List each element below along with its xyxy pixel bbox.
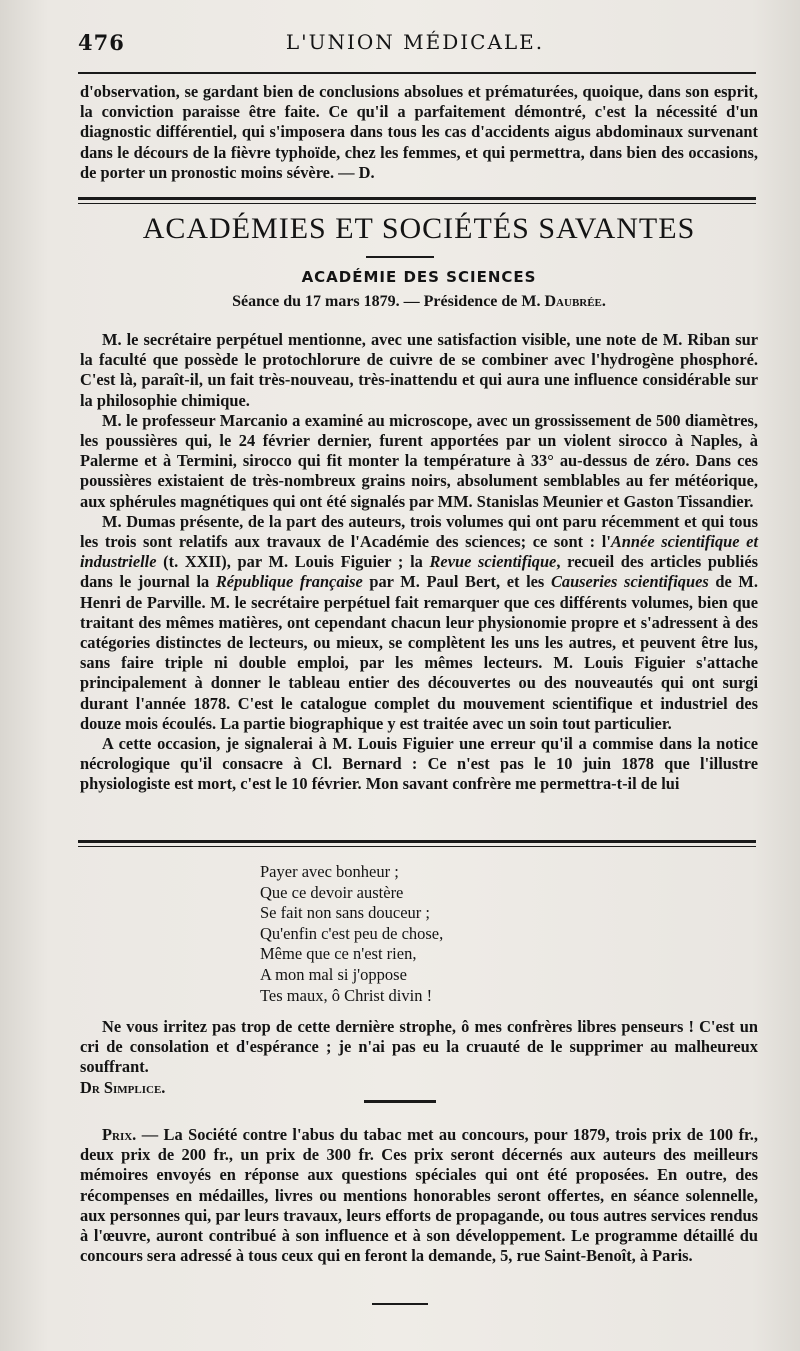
paragraph-marcanio: M. le professeur Marcanio a examiné au microscope, avec un grossissement de 500 diamètres, les poussières qui, le 24 février dernier, furent apportées par un violent sirocco à Naples, à Palerme et à Termini, sirocco qui fit monter la température à 33° au-dessus de zéro. Dans ces poussières existaient de très-nombreux grains noirs, absolument semblables au fer météorique, aux sphérules magnétiques qui ont été signalés par MM. Stanislas Meunier et Gaston Tissandier. [80,410,758,511]
author-signature: Dr Simplice. [80,1077,166,1097]
section-heading: ACADÉMIES ET SOCIÉTÉS SAVANTES [142,212,696,245]
prize-block [80,1125,758,1266]
page-break-rule [78,840,756,843]
paragraph-riban: M. le secrétaire perpétuel mentionne, avec une satisfaction visible, une note de M. Riban sur la faculté que possède le protochlorure de cuivre de se combiner avec l'hydrogène phosphoré. C'est là, paraît-il, un fait très-nouveau, très-inattendu et qui aura une influence considérable sur la philosophie chimique. [80,330,758,410]
dumas-text-4: par M. Paul Bert, et les [362,572,551,592]
section-rule-thin [78,203,756,204]
prize-label: Prix. [102,1125,137,1144]
poem-line: Payer avec bonheur ; [260,862,399,881]
poem-line: Même que ce n'est rien, [260,944,417,964]
academy-heading: ACADÉMIE DES SCIENCES [301,268,537,286]
intro-block [80,82,758,183]
dumas-title-1: Année scientifique et industrielle [80,532,758,572]
running-head [78,30,752,64]
poem-line: Que ce devoir austère [260,882,404,902]
separator-rule [364,1100,436,1103]
poem-stanza [260,862,443,1006]
intro-paragraph: d'observation, se gardant bien de conclusions absolues et prématurées, quoique, dans son esprit, la conviction paraisse être faite. Ce qu'il a parfaitement démontré, c'est la nécessité d'un diagnostic différentiel, qui s'imposera dans tous les cas d'accidents aigus abdominaux survenant dans le décours de la fièvre typhoïde, chez les femmes, et qui permettra, dans bien des occasions, de porter un pronostic moins sévère. — D. [80,82,758,182]
poem-line: Se fait non sans douceur ; [260,903,431,923]
dumas-text-1: M. Dumas présente, de la part des auteurs, trois volumes qui ont paru récemment et qui tous les trois sont relatifs aux travaux de l'Académie des sciences; ce sont : l' [80,511,758,552]
paragraph-figuier-note: A cette occasion, je signalerai à M. Louis Figuier une erreur qu'il a commise dans la notice nécrologique qu'il consacre à Cl. Bernard : Ce n'est pas le 10 juin 1878 que l'illustre physiologiste est mort, c'est le 10 février. Mon savant confrère me permettra-t-il de lui [80,734,758,794]
poem-line: Tes maux, ô Christ divin ! [260,985,433,1005]
journal-title: L'UNION MÉDICALE. [285,30,545,54]
closing-block [80,1017,758,1098]
dumas-title-4: Causeries scientifiques [550,572,709,592]
dumas-title-3: République française [215,572,363,592]
poem-line: Qu'enfin c'est peu de chose, [260,923,444,943]
article-body [80,330,758,795]
end-rule [372,1303,428,1305]
dumas-text-2: (t. XXII), par M. Louis Figuier ; la [156,552,430,572]
page-break-rule-thin [78,846,756,847]
prize-text: — La Société contre l'abus du tabac met au concours, pour 1879, trois prix de 100 fr., deux prix de 200 fr., un prix de 300 fr. Ces prix seront décernés aux auteurs des meilleurs mémoires envoyés en réponse aux questions spéciales qui ont été proposées. En outre, des récompenses en médailles, livres ou mentions honorables seront offertes, en séance solennelle, aux personnes qui, par leurs travaux, leurs efforts de propagande, ou tous autres services rendus à l'œuvre, auront contribué à son influence et à son développement. Le programme détaillé du concours sera adressé à tous ceux qui en feront la demande, 5, rue Saint-Benoît, à Paris. [80,1125,758,1266]
header-rule [78,72,756,74]
session-suffix: . [601,293,606,310]
session-line [80,293,758,311]
section-rule-top [78,197,756,200]
closing-paragraph: Ne vous irritez pas trop de cette dernière strophe, ô mes confrères libres penseurs ! C'est un cri de consolation et d'espérance ; je n'ai pas eu la cruauté de le supprimer au malheureux souffrant. [80,1017,758,1077]
heading-ornament-rule [366,256,434,258]
president-name: Daubrée [544,293,602,310]
poem-line: A mon mal si j'oppose [260,964,407,984]
dumas-title-2: Revue scientifique [429,552,557,572]
session-prefix: Séance du 17 mars 1879. — Présidence de M. [232,293,541,310]
page-number: 476 [78,30,125,55]
prize-paragraph [80,1125,758,1266]
dumas-text-3: , recueil des articles publiés dans le journal la [80,552,758,592]
dumas-text-5: de M. Henri de Parville. M. le secrétaire perpétuel fait remarquer que ces différents volumes, bien que traitant des mêmes matières, ont cependant chacun leur physionomie propre et s'adressent à des catégories distinctes de lecteurs, ou mieux, se complètent les uns les autres, et peuvent être lus, sans faire triple ni double emploi, par les mêmes lecteurs. M. Louis Figuier s'attache principalement à donner le tableau entier des découvertes ou des nouveautés qui ont surgi durant l'année 1878. C'est le catalogue complet du mouvement scientifique et industriel des douze mois écoulés. La partie biographique y est traitée avec un soin tout particulier. [80,572,758,733]
paragraph-dumas [80,512,758,734]
